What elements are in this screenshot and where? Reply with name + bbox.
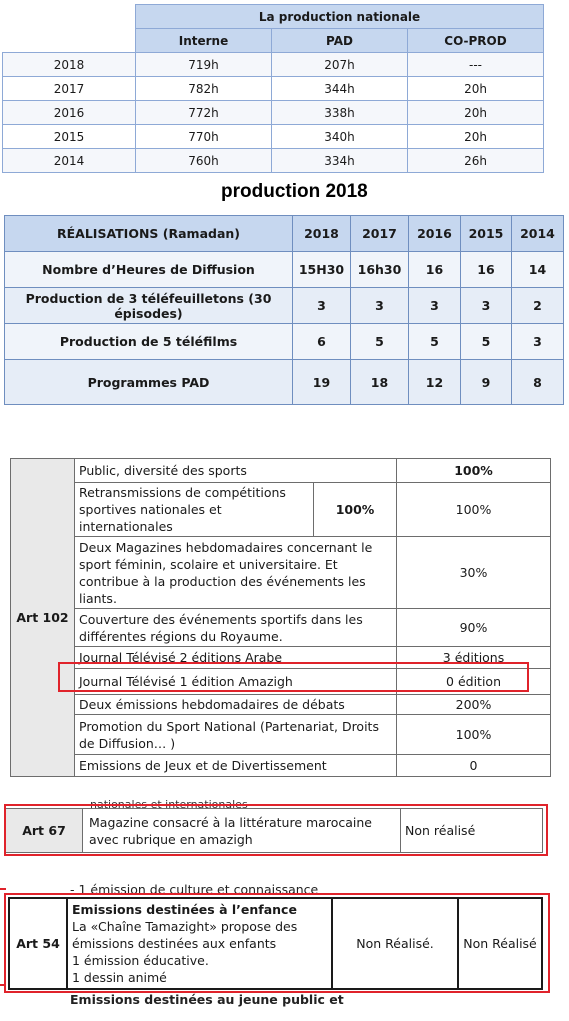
table-row [3,53,544,77]
group-header: La production nationale [136,5,544,29]
value-cell: 3 [461,288,512,324]
year-cell: 2017 [3,77,136,101]
corner-cell [3,5,136,29]
year-cell: 2015 [3,125,136,149]
row-label: Production de 5 téléfilms [5,324,293,360]
value-cell: 200% [397,695,551,715]
article-label: Art 54 [9,898,67,989]
year-cell: 2014 [3,149,136,173]
table-row [3,77,544,101]
coprod-cell: 20h [408,125,544,149]
value-cell: 100% [397,483,551,537]
table-row [11,459,551,483]
table-row [6,809,543,853]
value-cell: 2 [512,288,564,324]
mid-value-cell: 100% [314,483,397,537]
value-cell: 6 [293,324,351,360]
value-cell: Non Réalisé [458,898,542,989]
pad-cell: 338h [272,101,408,125]
table-row-highlighted [11,669,551,695]
art-54-table [8,897,543,990]
interne-cell: 770h [136,125,272,149]
value-cell: 5 [351,324,409,360]
table-row [9,898,542,989]
column-header: PAD [272,29,408,53]
table-row [11,483,551,537]
value-cell: Non Réalisé. [332,898,458,989]
cut-off-text: nationales et internationales [90,798,248,811]
value-cell: 15H30 [293,252,351,288]
row-description: Magazine consacré à la littérature marocaine avec rubrique en amazigh [83,809,401,853]
value-cell: 3 [351,288,409,324]
value-cell: 19 [293,360,351,405]
row-description: Public, diversité des sports [75,459,397,483]
table-row [5,288,564,324]
row-description: Deux émissions hebdomadaires de débats [75,695,397,715]
value-cell: 30% [397,537,551,609]
column-header: Interne [136,29,272,53]
value-cell: 90% [397,609,551,647]
table-row [5,324,564,360]
national-production-table [2,4,544,173]
row-line: 1 émission éducative. [72,953,209,968]
column-header: RÉALISATIONS (Ramadan) [5,216,293,252]
header-row [5,216,564,252]
pad-cell: 334h [272,149,408,173]
value-cell: 5 [409,324,461,360]
row-description: Couverture des événements sportifs dans les différentes régions du Royaume. [75,609,397,647]
value-cell: 3 [512,324,564,360]
pad-cell: 344h [272,77,408,101]
value-cell: 12 [409,360,461,405]
red-edge-mark [0,888,6,890]
row-label: Production de 3 téléfeuilletons (30 épisodes) [5,288,293,324]
red-edge-mark [0,984,6,986]
row-description: Journal Télévisé 2 éditions Arabe [75,647,397,669]
year-cell: 2016 [3,101,136,125]
value-cell: Non réalisé [401,809,543,853]
row-description [67,898,332,989]
row-description: Deux Magazines hebdomadaires concernant le sport féminin, scolaire et universitaire. Et contribue à la production des événements les liants. [75,537,397,609]
row-line: 1 dessin animé [72,970,167,985]
value-cell: 18 [351,360,409,405]
table-row [3,125,544,149]
value-cell: 14 [512,252,564,288]
value-cell: 0 édition [397,669,551,695]
table-row [11,695,551,715]
table-row [5,360,564,405]
ramadan-realisations-table [4,215,564,405]
value-cell: 0 [397,755,551,777]
row-label: Programmes PAD [5,360,293,405]
table-row [11,537,551,609]
coprod-cell: --- [408,53,544,77]
table-row [11,647,551,669]
table-row [11,755,551,777]
value-cell: 3 éditions [397,647,551,669]
row-label: Nombre d’Heures de Diffusion [5,252,293,288]
row-description: Promotion du Sport National (Partenariat, Droits de Diffusion… ) [75,715,397,755]
value-cell: 16 [409,252,461,288]
article-label: Art 102 [11,459,75,777]
column-header: CO-PROD [408,29,544,53]
interne-cell: 772h [136,101,272,125]
value-cell: 8 [512,360,564,405]
table-row [3,101,544,125]
coprod-cell: 20h [408,77,544,101]
value-cell: 100% [397,715,551,755]
value-cell: 100% [397,459,551,483]
column-header: 2015 [461,216,512,252]
article-label: Art 67 [6,809,83,853]
coprod-cell: 26h [408,149,544,173]
cut-off-text: - 1 émission de culture et connaissance [70,882,319,897]
value-cell: 3 [293,288,351,324]
pad-cell: 340h [272,125,408,149]
pad-cell: 207h [272,53,408,77]
row-description: Journal Télévisé 1 édition Amazigh [75,669,397,695]
interne-cell: 719h [136,53,272,77]
interne-cell: 760h [136,149,272,173]
column-header: 2016 [409,216,461,252]
row-description: Emissions de Jeux et de Divertissement [75,755,397,777]
table-row [11,715,551,755]
table-row [11,609,551,647]
art-67-table [5,808,543,853]
column-header: 2017 [351,216,409,252]
section-title: production 2018 [221,181,368,202]
cut-off-text: Emissions destinées au jeune public et [70,992,344,1007]
value-cell: 5 [461,324,512,360]
value-cell: 9 [461,360,512,405]
value-cell: 3 [409,288,461,324]
row-line: La «Chaîne Tamazight» propose des émissions destinées aux enfants [72,919,298,951]
corner-cell [3,29,136,53]
table-row [5,252,564,288]
value-cell: 16 [461,252,512,288]
table-row [3,149,544,173]
interne-cell: 782h [136,77,272,101]
column-header: 2018 [293,216,351,252]
art-102-table [10,458,551,777]
year-cell: 2018 [3,53,136,77]
coprod-cell: 20h [408,101,544,125]
column-header: 2014 [512,216,564,252]
row-heading: Emissions destinées à l’enfance [72,902,297,917]
row-description: Retransmissions de compétitions sportives nationales et internationales [75,483,314,537]
value-cell: 16h30 [351,252,409,288]
